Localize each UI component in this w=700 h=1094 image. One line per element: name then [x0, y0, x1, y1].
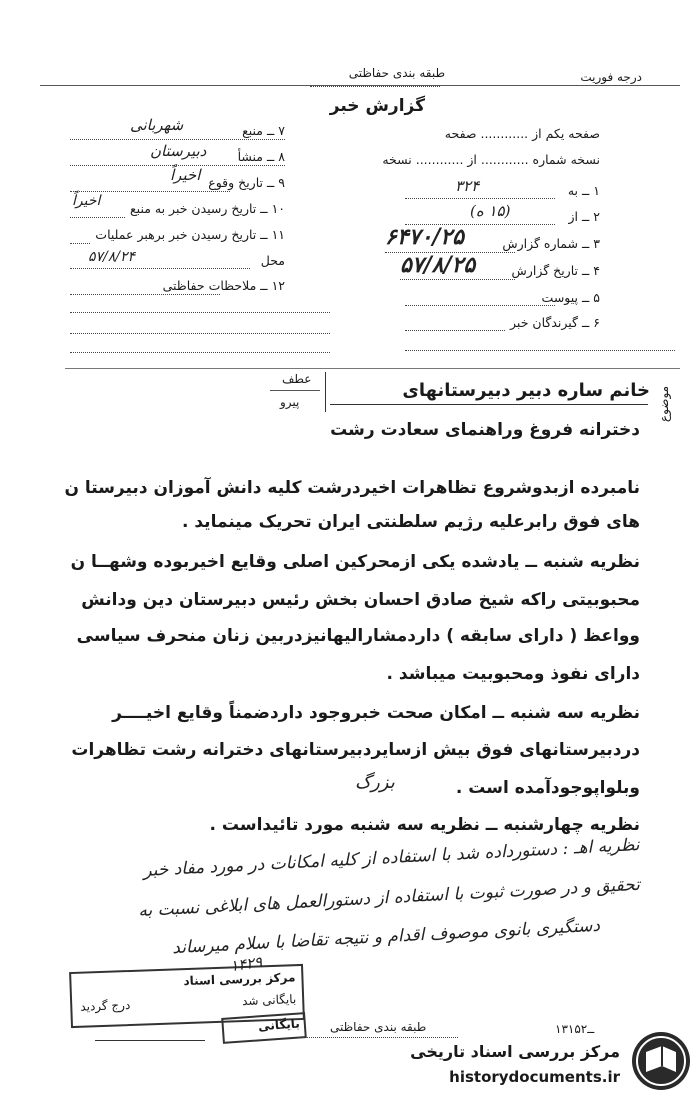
handwritten-line-3: دستگیری بانوی موصوف اقدام و نتیجه تقاضا با سلام میرساند [171, 915, 601, 959]
security-notes-line [70, 294, 220, 295]
recipients-line [405, 330, 505, 331]
event-date-label: ۹ ــ تاریخ وقوع [208, 175, 285, 190]
report-date-line [400, 279, 515, 280]
page-number-field: صفحه یکم از ............ صفحه [444, 126, 600, 141]
watermark-name: مرکز بررسی اسناد تاریخی [410, 1042, 620, 1061]
stamp-text-1: مرکز بررسی اسناد [183, 970, 296, 989]
subject-divider [65, 368, 680, 369]
copy-number-field: نسخه شماره ............ از ............ نسخه [382, 152, 600, 167]
signature-line [95, 1040, 205, 1041]
event-date-line [70, 191, 230, 192]
report-date-label: ۴ ــ تاریخ گزارش [511, 263, 600, 278]
source-label: ۷ ــ منبع [242, 123, 285, 138]
archive-stamp-small [221, 1012, 307, 1044]
attachment-line [405, 305, 555, 306]
security-notes-line-4 [70, 352, 330, 353]
body-line-10: وبلواپوجودآمده است . [455, 778, 640, 798]
handwritten-line-1: نظریه اهـ : دستورداده شد با استفاده از کلیه امکانات در مورد مفاد خبر [142, 835, 641, 881]
source-received-label: ۱۰ ــ تاریخ رسیدن خبر به منبع [130, 201, 285, 216]
body-line-6: وواعظ ( دارای سابقه ) داردمشارالیهانیزدربین زنان منحرف سیاسی [76, 626, 640, 646]
subject-underline [330, 404, 648, 405]
field-to-value: ۳۲۴ [455, 177, 480, 195]
source-line [70, 139, 285, 140]
body-line-2: نامبرده ازبدوشروع تظاهرات اخیردرشت کلیه دانش آموزان دبیرستا ن [64, 478, 640, 498]
atf-label: عطف [282, 372, 312, 386]
report-date-value: ۵۷/۸/۲۵ [400, 252, 476, 278]
stamp-text-3: درج گردید [80, 997, 131, 1014]
classification-dots [310, 86, 440, 87]
field-to-line [405, 198, 555, 199]
security-notes-label: ۱۲ ــ ملاحظات حفاظتی [162, 278, 285, 293]
attachment-label: ۵ ــ پیوست [541, 290, 600, 305]
event-date-value: اخیراً [170, 166, 201, 184]
stamp-text-2: بایگانی شد [241, 992, 297, 1009]
recipients-label: ۶ ــ گیرندگان خبر [510, 315, 600, 330]
report-number-label: ۳ ــ شماره گزارش [502, 236, 600, 251]
classification-label: طبقه بندی حفاظتی [348, 66, 445, 80]
subject-text: خانم ساره دبیر دبیرستانهای [402, 380, 650, 401]
document-logo-icon [632, 1032, 690, 1090]
handwritten-number: ۱۴۲۹ [228, 952, 264, 976]
source-value: شهربانی [130, 116, 184, 134]
body-line-4: نظریه شنبه ــ یادشده یکی ازمحرکین اصلی وقایع اخیربوده وشهــا ن [70, 552, 640, 572]
handwritten-inline-note: بزرگ [355, 772, 395, 793]
header-divider [40, 85, 680, 86]
form-number: ۱۳۱ــ۵۲ [555, 1022, 595, 1036]
field-from-label: ۲ ــ از [568, 209, 600, 224]
footer-classification-line [298, 1037, 458, 1038]
origin-value: دبیرستان [150, 142, 207, 160]
atf-line [270, 390, 320, 391]
source-received-line [70, 217, 125, 218]
body-line-3: های فوق رابرعلیه رژیم سلطنتی ایران تحریک مینماید . [181, 512, 640, 532]
origin-label: ۸ ــ منشأ [237, 149, 285, 164]
operations-received-line [70, 243, 90, 244]
body-line-1: دخترانه فروغ وراهنمای سعادت رشت [330, 420, 640, 440]
field-to-label: ۱ ــ به [567, 183, 600, 198]
handwritten-line-2: تحقیق و در صورت ثبوت با استفاده از دستورالعمل های ابلاغی نسبت به [137, 874, 641, 922]
report-number-value: ۶۴۷۰/۲۵ [385, 224, 464, 250]
security-notes-line-2 [70, 312, 330, 313]
location-label: محل [260, 253, 285, 268]
field-from-value: (۱۵ ه) [470, 202, 511, 220]
body-line-11: نظریه چهارشنبه ــ نظریه سه شنبه مورد تائیداست . [209, 815, 640, 835]
watermark-site: historydocuments.ir [449, 1068, 620, 1086]
source-received-value: اخیراً [72, 193, 101, 209]
subject-label: موضوع [656, 385, 671, 423]
security-notes-line-3 [70, 333, 330, 334]
footer-classification: طبقه بندی حفاظتی [330, 1020, 427, 1034]
report-title: گزارش خبر [329, 96, 425, 116]
location-line [70, 268, 250, 269]
body-line-9: دردبیرستانهای فوق بیش ازسایردبیرستانهای دخترانه رشت تظاهرات [71, 740, 640, 760]
recipients-line-2 [405, 350, 675, 351]
stamp-text-4: بایگانی [257, 1016, 301, 1034]
atf-separator [325, 372, 326, 412]
priority-label: درجه فوریت [580, 70, 642, 84]
peyro-label: پیرو [280, 395, 300, 409]
body-line-8: نظریه سه شنبه ــ امکان صحت خبروجود داردضمناً وقایع اخیــــر [112, 703, 640, 723]
operations-received-label: ۱۱ ــ تاریخ رسیدن خبر برهبر عملیات [95, 227, 285, 242]
body-line-5: محبوبیتی راکه شیخ صادق احسان بخش رئیس دبیرستان دین ودانش [81, 590, 640, 610]
location-value: ۵۷/۸/۲۴ [88, 249, 136, 265]
body-line-7: دارای نفوذ ومحبوبیت میباشد . [386, 664, 640, 684]
